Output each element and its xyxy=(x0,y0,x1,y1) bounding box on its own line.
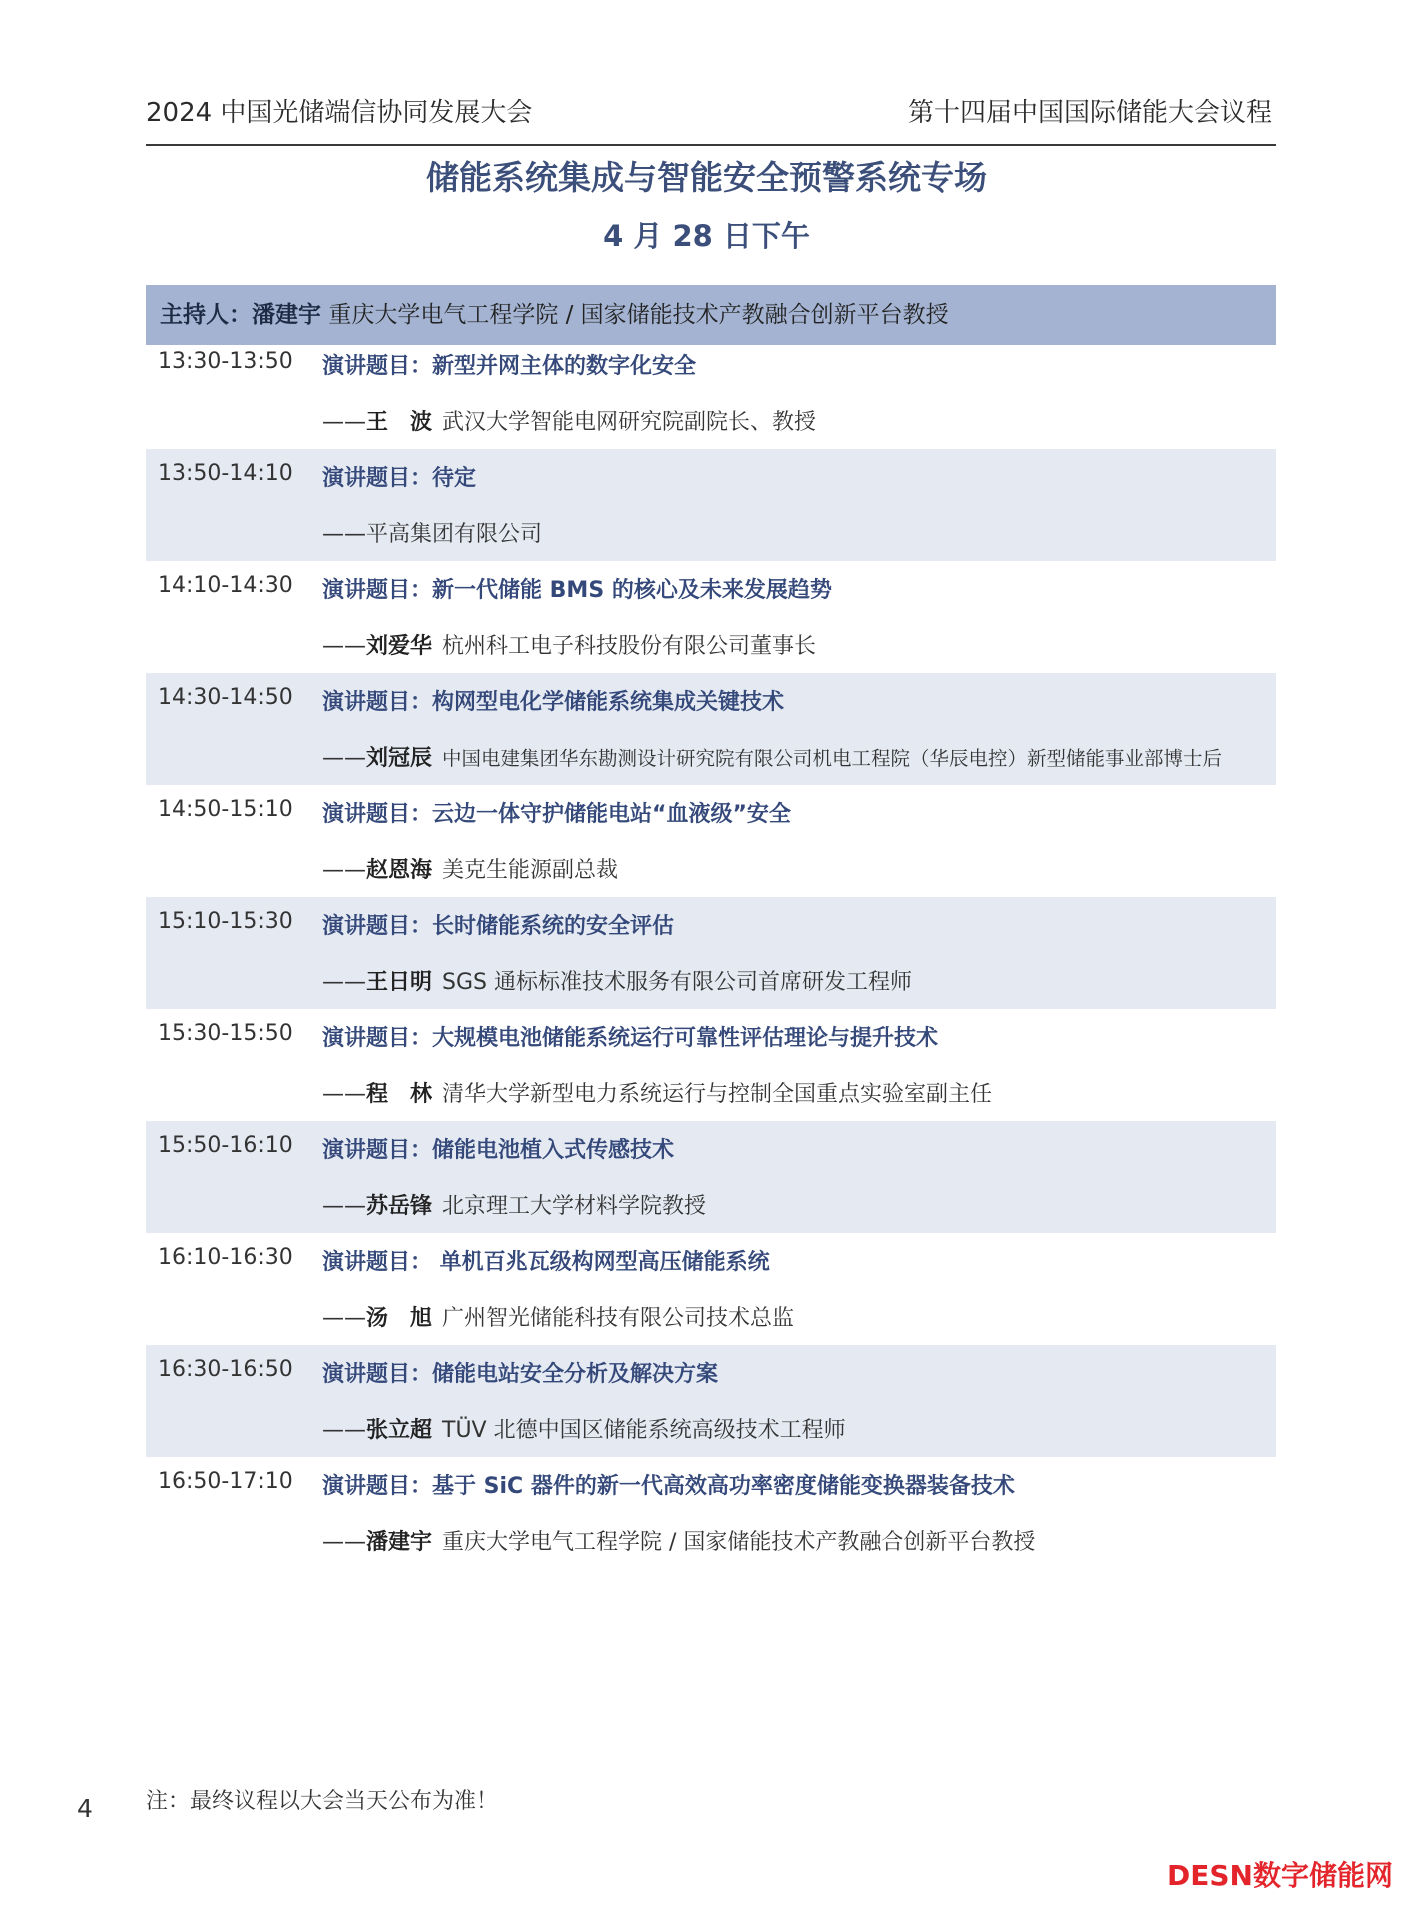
slot-speaker-line xyxy=(322,853,618,884)
speaker-affiliation: 重庆大学电气工程学院 / 国家储能技术产教融合创新平台教授 xyxy=(442,1530,1036,1555)
dash: —— xyxy=(322,410,366,435)
slot-speaker-line xyxy=(322,965,912,996)
dash: —— xyxy=(322,522,366,547)
agenda-slot xyxy=(146,897,1276,1009)
dash: —— xyxy=(322,1530,366,1555)
dash: —— xyxy=(322,634,366,659)
speaker-affiliation: 武汉大学智能电网研究院副院长、教授 xyxy=(442,410,817,435)
slot-time: 16:10-16:30 xyxy=(158,1245,293,1270)
agenda-slot xyxy=(146,785,1276,897)
page-number: 4 xyxy=(77,1794,93,1823)
slot-speaker-line xyxy=(322,1413,846,1444)
dash: —— xyxy=(322,970,366,995)
speaker-name: 苏岳锋 xyxy=(366,1194,433,1219)
speaker-name: 王 波 xyxy=(366,410,433,435)
speaker-name: 赵恩海 xyxy=(366,858,433,883)
speaker-name: 潘建宇 xyxy=(366,1530,433,1555)
speaker-affiliation: SGS 通标标准技术服务有限公司首席研发工程师 xyxy=(442,970,912,995)
slot-topic: 演讲题目：储能电池植入式传感技术 xyxy=(322,1138,675,1163)
slot-time: 14:30-14:50 xyxy=(158,685,293,710)
dash: —— xyxy=(322,1306,366,1331)
speaker-affiliation: 中国电建集团华东勘测设计研究院有限公司机电工程院（华辰电控）新型储能事业部博士后 xyxy=(442,747,1223,770)
footer-note: 注：最终议程以大会当天公布为准！ xyxy=(146,1789,499,1814)
slot-time: 16:50-17:10 xyxy=(158,1469,293,1494)
speaker-affiliation: 杭州科工电子科技股份有限公司董事长 xyxy=(442,634,817,659)
site-watermark-logo: DESN数字储能网 xyxy=(1167,1859,1393,1892)
agenda-list xyxy=(146,337,1276,1569)
slot-speaker-line xyxy=(322,1077,992,1108)
slot-topic: 演讲题目：新一代储能 BMS 的核心及未来发展趋势 xyxy=(322,578,832,603)
slot-topic: 演讲题目： 单机百兆瓦级构网型高压储能系统 xyxy=(322,1250,770,1275)
slot-topic: 演讲题目：基于 SiC 器件的新一代高效高功率密度储能变换器装备技术 xyxy=(322,1474,1015,1499)
slot-topic: 演讲题目：构网型电化学储能系统集成关键技术 xyxy=(322,690,785,715)
slot-topic: 演讲题目：新型并网主体的数字化安全 xyxy=(322,354,697,379)
speaker-name: 程 林 xyxy=(366,1082,433,1107)
host-affiliation: 重庆大学电气工程学院 / 国家储能技术产教融合创新平台教授 xyxy=(328,302,949,328)
slot-time: 13:30-13:50 xyxy=(158,349,293,374)
slot-topic: 演讲题目：云边一体守护储能电站“血液级”安全 xyxy=(322,802,791,827)
speaker-affiliation: 北京理工大学材料学院教授 xyxy=(442,1194,707,1219)
header-agenda-title: 第十四届中国国际储能大会议程 xyxy=(907,98,1272,128)
session-title: 储能系统集成与智能安全预警系统专场 xyxy=(426,158,987,197)
agenda-slot xyxy=(146,1345,1276,1457)
session-date: 4 月 28 日下午 xyxy=(603,219,810,253)
agenda-slot xyxy=(146,1009,1276,1121)
agenda-slot xyxy=(146,1233,1276,1345)
dash: —— xyxy=(322,1194,366,1219)
slot-topic: 演讲题目：储能电站安全分析及解决方案 xyxy=(322,1362,719,1387)
agenda-slot xyxy=(146,449,1276,561)
speaker-affiliation: 美克生能源副总裁 xyxy=(442,858,619,883)
slot-time: 14:50-15:10 xyxy=(158,797,293,822)
agenda-slot xyxy=(146,1457,1276,1569)
slot-time: 14:10-14:30 xyxy=(158,573,293,598)
speaker-affiliation: TÜV 北德中国区储能系统高级技术工程师 xyxy=(442,1418,846,1443)
speaker-affiliation: 清华大学新型电力系统运行与控制全国重点实验室副主任 xyxy=(442,1082,993,1107)
host-bar xyxy=(146,285,1276,345)
slot-time: 15:30-15:50 xyxy=(158,1021,293,1046)
speaker-affiliation: 广州智光储能科技有限公司技术总监 xyxy=(442,1306,795,1331)
agenda-slot xyxy=(146,1121,1276,1233)
dash: —— xyxy=(322,1418,366,1443)
dash: —— xyxy=(322,746,366,771)
slot-speaker-line xyxy=(322,741,1222,772)
speaker-name: 王日明 xyxy=(366,970,433,995)
slot-time: 15:50-16:10 xyxy=(158,1133,293,1158)
slot-topic: 演讲题目：待定 xyxy=(322,466,477,491)
slot-speaker-line xyxy=(322,405,816,436)
page-header xyxy=(146,86,1276,146)
slot-time: 13:50-14:10 xyxy=(158,461,293,486)
speaker-name: 张立超 xyxy=(366,1418,433,1443)
slot-time: 15:10-15:30 xyxy=(158,909,293,934)
speaker-name: 刘冠辰 xyxy=(366,746,433,771)
slot-speaker-line xyxy=(322,1301,794,1332)
slot-speaker-line xyxy=(322,1525,1035,1556)
speaker-affiliation: 平高集团有限公司 xyxy=(366,522,543,547)
header-event-name: 2024 中国光储端信协同发展大会 xyxy=(146,98,533,128)
dash: —— xyxy=(322,1082,366,1107)
slot-time: 16:30-16:50 xyxy=(158,1357,293,1382)
slot-topic: 演讲题目：长时储能系统的安全评估 xyxy=(322,914,675,939)
slot-speaker-line xyxy=(322,629,816,660)
agenda-slot xyxy=(146,561,1276,673)
slot-topic: 演讲题目：大规模电池储能系统运行可靠性评估理论与提升技术 xyxy=(322,1026,939,1051)
agenda-slot xyxy=(146,337,1276,449)
speaker-name: 汤 旭 xyxy=(366,1306,433,1331)
host-name: 潘建宇 xyxy=(252,302,321,328)
speaker-name: 刘爱华 xyxy=(366,634,433,659)
dash: —— xyxy=(322,858,366,883)
slot-speaker-line xyxy=(322,517,542,548)
agenda-slot xyxy=(146,673,1276,785)
host-label: 主持人： xyxy=(160,302,252,328)
slot-speaker-line xyxy=(322,1189,706,1220)
